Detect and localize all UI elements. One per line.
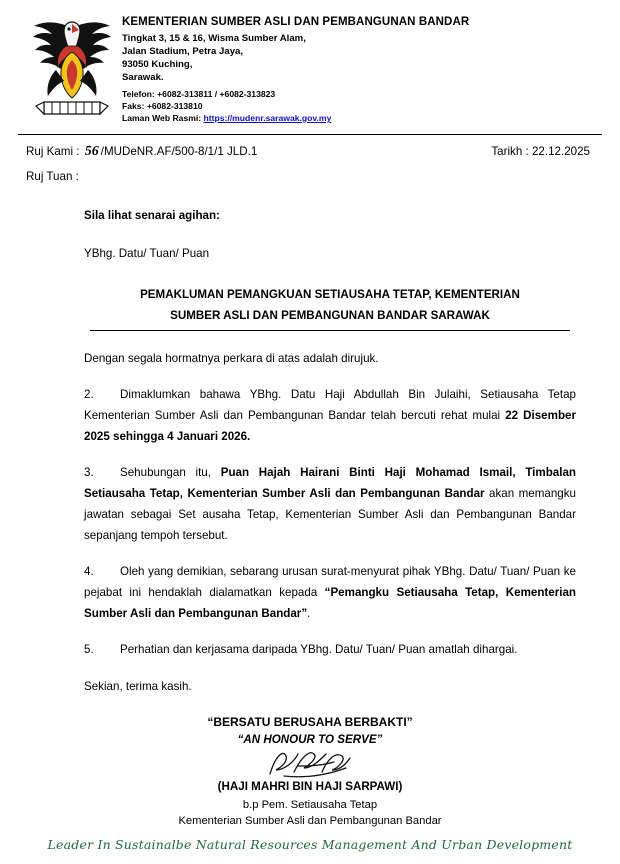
footer-tagline: Leader In Sustainalbe Natural Resources Management And Urban Development (47, 837, 573, 852)
paragraph-2-text-b: 22 Disember 2025 sehingga 4 Januari 2026. (84, 409, 576, 443)
phone-line: Telefon: +6082-313811 / +6082-313823 (122, 89, 276, 99)
address-line-4: Sarawak. (122, 72, 164, 83)
subject-divider (90, 330, 570, 331)
closing-line: Sekian, terima kasih. (84, 680, 192, 693)
date-label: Tarikh : (491, 145, 529, 158)
paragraph-4 (84, 561, 576, 624)
letter-body (0, 205, 620, 697)
our-reference-label: Ruj Kami : (26, 145, 80, 158)
motto-english: “AN HONOUR TO SERVE” (237, 733, 383, 746)
signatory-name: (HAJI MAHRI BIN HAJI SARPAWI) (217, 780, 403, 793)
paragraph-3-number: 3. (84, 466, 94, 479)
your-reference-label: Ruj Tuan : (26, 170, 79, 183)
paragraph-2-text-a: Dimaklumkan bahawa YBhg. Datu Haji Abdullah Bin Julaihi, Setiausaha Tetap Kementerian Sumber Asli dan Pembangunan Bandar telah bercuti rehat mulai (84, 388, 576, 422)
paragraph-3-text-b: Puan Hajah Hairani Binti Haji Mohamad Ismail, Timbalan Setiausaha Tetap, Kementerian Sumber Asli dan Pembangunan Bandar (84, 466, 576, 500)
signature-block (0, 715, 620, 829)
paragraph-4-text-b: “Pemangku Setiausaha Tetap, Kementerian Sumber Asli dan Pembangunan Bandar” (84, 586, 576, 620)
our-reference-handwritten: 56 (84, 144, 99, 159)
paragraph-3-text-c: akan memangku jawatan sebagai Set ausaha Tetap, Kementerian Sumber Asli dan Pembangunan Bandar sepanjang tempoh tersebut. (84, 487, 576, 542)
our-reference-value: /MUDeNR.AF/500-8/1/1 JLD.1 (100, 145, 258, 158)
paragraph-2-number: 2. (84, 388, 94, 401)
signatory-role-2: Kementerian Sumber Asli dan Pembangunan Bandar (178, 815, 442, 827)
paragraph-4-number: 4. (84, 565, 94, 578)
letterhead (0, 0, 620, 128)
distribution-note: Sila lihat senarai agihan: (84, 209, 220, 222)
date-value: 22.12.2025 (531, 145, 590, 158)
website-label: Laman Web Rasmi: (122, 113, 202, 123)
letter-date (491, 145, 590, 158)
fax-line: Faks: +6082-313810 (122, 101, 203, 111)
paragraph-3 (84, 462, 576, 546)
paragraph-5-number: 5. (84, 643, 94, 656)
signature-scribble-icon (0, 746, 620, 782)
subject-line-1: PEMAKLUMAN PEMANGKUAN SETIAUSAHA TETAP, KEMENTERIAN (140, 288, 520, 301)
paragraph-3-text-a: Sehubungan itu, (120, 466, 221, 479)
paragraph-4-text-a: Oleh yang demikian, sebarang urusan surat-menyurat pihak YBhg. Datu/ Tuan/ Puan ke pejabat ini hendaklah dialamatkan kepada (84, 565, 576, 599)
paragraph-5-text: Perhatian dan kerjasama daripada YBhg. Datu/ Tuan/ Puan amatlah dihargai. (120, 643, 518, 656)
salutation: YBhg. Datu/ Tuan/ Puan (84, 247, 210, 260)
sarawak-coat-of-arms-icon (26, 10, 118, 128)
organisation-name: KEMENTERIAN SUMBER ASLI DAN PEMBANGUNAN BANDAR (122, 16, 470, 28)
paragraph-1-text: Dengan segala hormatnya perkara di atas adalah dirujuk. (84, 352, 379, 365)
website-link[interactable]: https://mudenr.sarawak.gov.my (203, 113, 332, 123)
paragraph-4-text-c: . (307, 607, 311, 620)
subject-line-2: SUMBER ASLI DAN PEMBANGUNAN BANDAR SARAWAK (170, 309, 490, 322)
address-line-2: Jalan Stadium, Petra Jaya, (122, 46, 244, 57)
paragraph-2 (84, 384, 576, 447)
footer (0, 837, 620, 852)
paragraph-5 (84, 639, 576, 660)
signatory-role-1: b.p Pem. Setiausaha Tetap (242, 799, 378, 811)
letterhead-text (118, 10, 469, 124)
address-line-3: 93050 Kuching, (122, 59, 193, 70)
reference-row (0, 135, 620, 160)
our-reference (26, 144, 257, 160)
motto-malay: “BERSATU BERUSAHA BERBAKTI” (207, 715, 413, 729)
subject-heading (84, 284, 576, 326)
paragraph-1 (84, 348, 576, 369)
address-line-1: Tingkat 3, 15 & 16, Wisma Sumber Alam, (122, 33, 306, 44)
website-line (122, 112, 469, 124)
